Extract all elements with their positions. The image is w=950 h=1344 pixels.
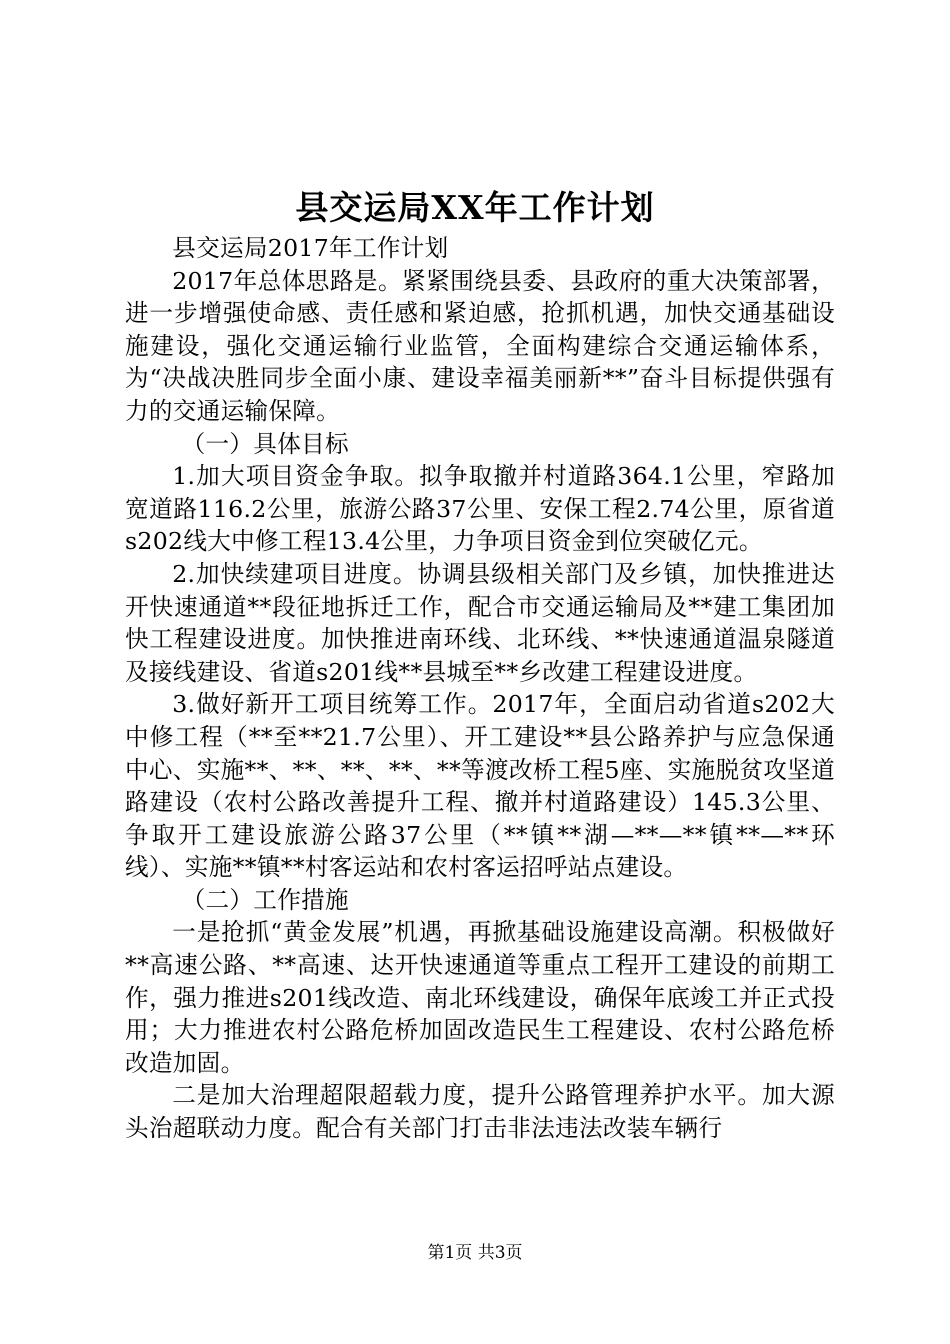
paragraph-goal-3: 3.做好新开工项目统筹工作。2017年，全面启动省道s202大中修工程（**至**21.7公里）、开工建设**县公路养护与应急保通中心、实施**、**、**、**、**等渡改桥工程5座、实施脱贫攻坚道路建设（农村公路改善提升工程、撤并村道路建设）145.3公里、争取开工建设旅游公路37公里（**镇**湖—**—**镇**—**环线）、实施**镇**村客运站和农村客运招呼站点建设。 (125, 690, 835, 882)
paragraph-overall-approach: 2017年总体思路是。紧紧围绕县委、县政府的重大决策部署，进一步增强使命感、责任感和紧迫感，抢抓机遇，加快交通基础设施建设，强化交通运输行业监管，全面构建综合交通运输体系，为“决战决胜同步全面小康、建设幸福美丽新**”奋斗目标提供强有力的交通运输保障。 (125, 266, 835, 425)
document-title: 县交运局XX年工作计划 (295, 188, 655, 227)
document-body (125, 232, 835, 1145)
section-heading-specific-goals: （一）具体目标 (181, 429, 349, 458)
paragraph-measure-1: 一是抢抓“黄金发展”机遇，再掀基础设施建设高潮。积极做好**高速公路、**高速、达开快速通道等重点工程开工建设的前期工作，强力推进s201线改造、南北环线建设，确保年底竣工并正式投用；大力推进农村公路危桥加固改造民生工程建设、农村公路危桥改造加固。 (125, 918, 835, 1077)
paragraph-goal-1: 1.加大项目资金争取。拟争取撤并村道路364.1公里，窄路加宽道路116.2公里，旅游公路37公里、安保工程2.74公里，原省道s202线大中修工程13.4公里，力争项目资金到位突破亿元。 (125, 462, 835, 556)
page-footer: 第1页 共3页 (427, 1243, 523, 1263)
plan-subtitle: 县交运局2017年工作计划 (172, 234, 449, 262)
paragraph-goal-2: 2.加快续建项目进度。协调县级相关部门及乡镇，加快推进达开快速通道**段征地拆迁工作，配合市交通运输局及**建工集团加快工程建设进度。加快推进南环线、北环线、**快速通道温泉隧道及接线建设、省道s201线**县城至**乡改建工程建设进度。 (125, 559, 835, 686)
paragraph-measure-2: 二是加大治理超限超载力度，提升公路管理养护水平。加大源头治超联动力度。配合有关部门打击非法违法改装车辆行 (125, 1081, 835, 1143)
section-heading-work-measures: （二）工作措施 (181, 885, 349, 914)
